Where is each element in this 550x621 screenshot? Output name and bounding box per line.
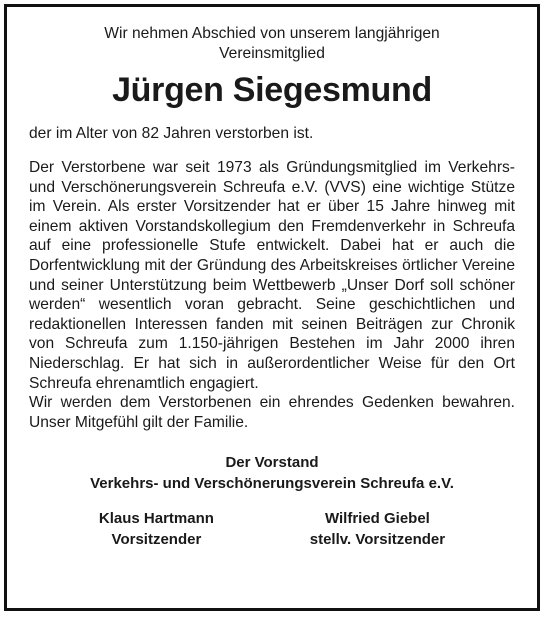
signer-name: Wilfried Giebel	[324, 510, 430, 528]
obituary-notice	[29, 24, 515, 550]
deceased-name: Jürgen Siegesmund	[112, 71, 432, 109]
board-organization: Verkehrs- und Verschönerungsverein Schreufa e.V.	[90, 475, 454, 493]
obituary-body	[29, 158, 515, 432]
signers	[29, 508, 515, 550]
board-signature	[29, 452, 515, 494]
age-line: der im Alter von 82 Jahren verstorben ist.	[29, 125, 314, 142]
signer-role: stellv. Vorsitzender	[309, 531, 446, 549]
signer-right	[310, 508, 445, 550]
intro-line-1: Wir nehmen Abschied von unserem langjährigen	[104, 25, 440, 42]
board-title: Der Vorstand	[225, 454, 319, 472]
signer-role: Vorsitzender	[111, 531, 202, 549]
body-paragraph-2: Wir werden dem Verstorbenen ein ehrendes Gedenken bewahren. Unser Mitgefühl gilt der Familie.	[29, 394, 515, 431]
body-paragraph-1: Der Verstorbene war seit 1973 als Gründungsmitglied im Verkehrs- und Verschönerungsverein Schreufa e.V. (VVS) eine wichtige Stütze im Verein. Als erster Vorsitzender hat er über 15 Jahre hinweg mit einem aktiven Vorstandskollegium den Fremdenverkehr in Schreufa auf eine professionelle Stufe entwickelt. Dabei hat er auch die Dorfentwicklung mit der Gründung des Arbeitskreises örtlicher Vereine und seiner Unterstützung beim Wettbewerb „Unser Dorf soll schöner werden“ wesentlich voran gebracht. Seine geschichtlichen und redaktionellen Interessen fanden mit seinen Beiträgen zur Chronik von Schreufa zum 1.150-jährigen Bestehen im Jahr 2000 ihren Niederschlag. Er hat sich in außerordentlicher Weise für den Ort Schreufa ehrenamtlich engagiert.	[29, 159, 515, 392]
intro-text	[29, 24, 515, 64]
signer-name: Klaus Hartmann	[98, 510, 214, 528]
intro-line-2: Vereinsmitglied	[219, 45, 325, 62]
signer-left	[99, 508, 214, 550]
